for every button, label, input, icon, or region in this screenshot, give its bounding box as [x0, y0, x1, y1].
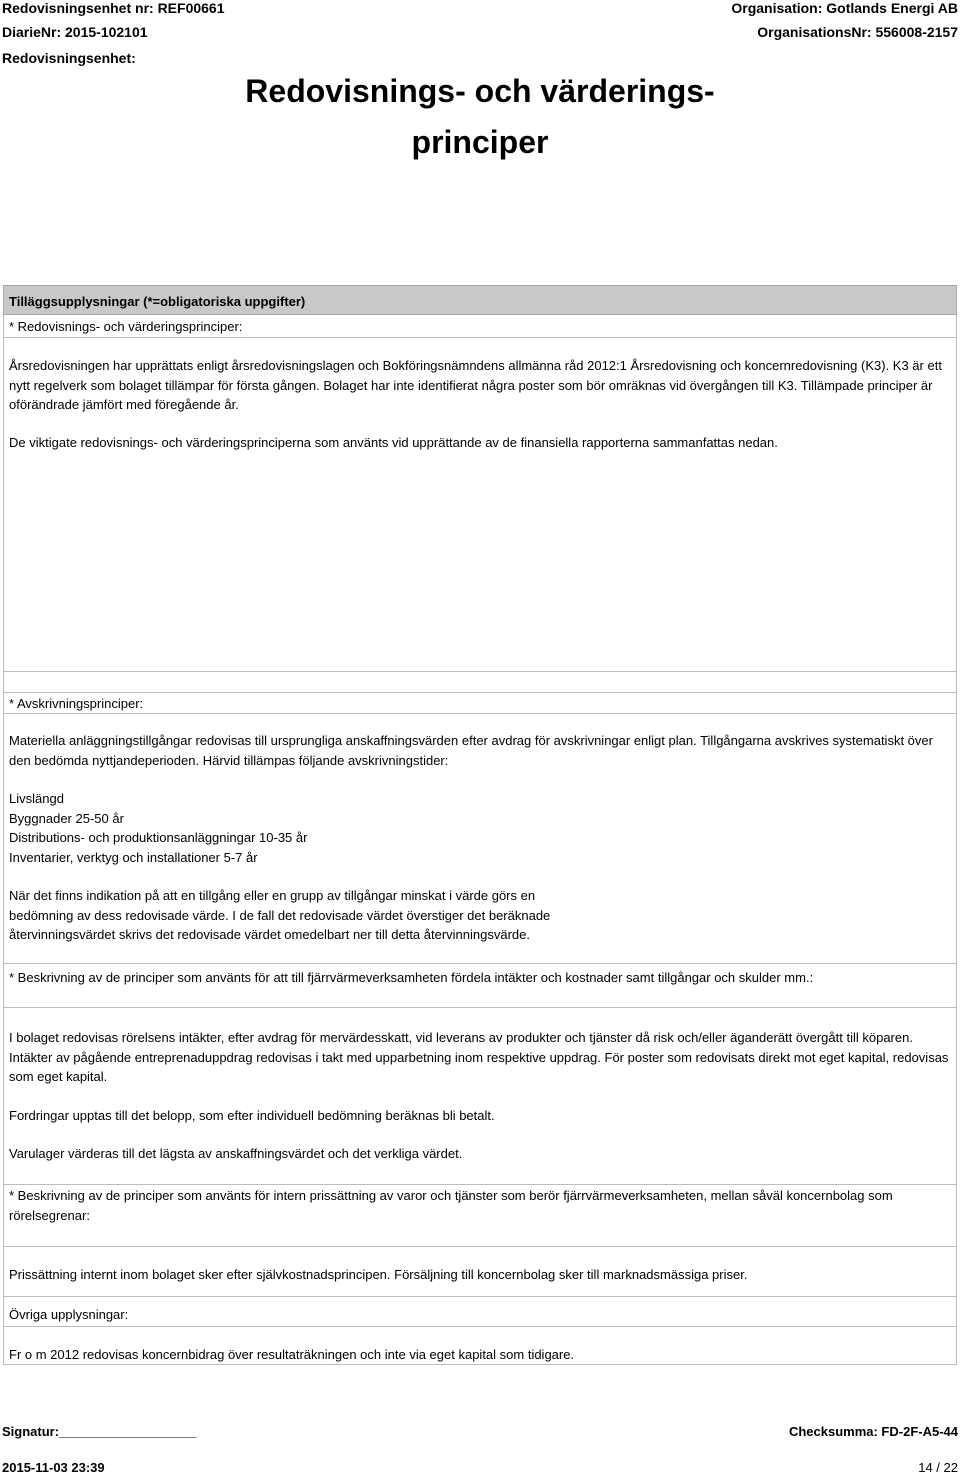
q3-label-row	[3, 964, 957, 1008]
page-number: 14 / 22	[918, 1460, 958, 1475]
unit-label: Redovisningsenhet:	[2, 50, 136, 66]
page-title-line2: principer	[411, 124, 549, 160]
q3-answer-row	[3, 1008, 957, 1185]
q1-answer-row	[3, 338, 957, 672]
organisation: Organisation: Gotlands Energi AB	[731, 0, 958, 16]
q1-paragraph-2: De viktigate redovisnings- och värderingsprinciperna som använts vid upprättande av de finansiella rapporterna sammanfattas nedan.	[9, 434, 778, 450]
q2-answer	[9, 731, 954, 945]
q2-list-title: Livslängd	[9, 791, 64, 806]
timestamp: 2015-11-03 23:39	[2, 1460, 105, 1475]
q2-answer-row	[3, 714, 957, 964]
q4-label: * Beskrivning av de principer som använts för intern prissättning av varor och tjänster som berör fjärrvärmeverksamheten, mellan såväl koncernbolag som rörelsegrenar:	[9, 1188, 893, 1223]
q5-answer-row	[3, 1327, 957, 1365]
q2-paragraph-2-line: bedömning av dess redovisade värde. I de fall det redovisade värdet överstiger det beräknade	[9, 907, 551, 923]
q2-list-item: Distributions- och produktionsanläggningar 10-35 år	[9, 830, 308, 845]
q2-paragraph-2-line: När det finns indikation på att en tillgång eller en grupp av tillgångar minskat i värde görs en	[9, 888, 536, 903]
q4-label-row	[3, 1185, 957, 1247]
q3-paragraph-2: Fordringar upptas till det belopp, som efter individuell bedömning beräknas bli betalt.	[9, 1107, 495, 1123]
q1-label: * Redovisnings- och värderingsprinciper:	[9, 319, 243, 334]
q2-list-item: Inventarier, verktyg och installationer 5-7 år	[9, 849, 258, 865]
q5-label-row	[3, 1297, 957, 1327]
q3-paragraph-3: Varulager värderas till det lägsta av anskaffningsvärdet och det verkliga värdet.	[9, 1146, 463, 1161]
q1-paragraph-1: Årsredovisningen har upprättats enligt årsredovisningslagen och Bokföringsnämndens allmänna råd 2012:1 Årsredovisning och koncernredovisning (K3). K3 är ett nytt regelverk som bolaget tillämpar för första gången. Bolaget har inte identifierat några poster som bör omräknas vid övergången till K3. Tillämpade principer är oförändrade jämfört med föregående år.	[9, 358, 942, 412]
org-number: OrganisationsNr: 556008-2157	[757, 24, 958, 40]
q2-paragraph-2-line: återvinningsvärdet skrivs det redovisade värdet omedelbart ner till detta återvinningsvärde.	[9, 927, 530, 942]
q2-label: * Avskrivningsprinciper:	[9, 696, 144, 711]
q2-label-row	[3, 692, 957, 714]
q1-label-row	[3, 315, 957, 338]
q1-answer	[9, 356, 954, 452]
page-title-line1: Redovisnings- och värderings-	[245, 73, 715, 109]
q5-label: Övriga upplysningar:	[9, 1307, 129, 1322]
q2-list-item: Byggnader 25-50 år	[9, 810, 124, 826]
signature-label: Signatur:___________________	[2, 1424, 197, 1439]
section-heading: Tilläggsupplysningar (*=obligatoriska uppgifter)	[3, 285, 957, 315]
checksum: Checksumma: FD-2F-A5-44	[788, 1424, 958, 1439]
q2-paragraph-1: Materiella anläggningstillgångar redovisas till ursprungliga anskaffningsvärden efter avdrag för avskrivningar enligt plan. Tillgångarna avskrives systematiskt över den bedömda nyttjandeperioden. Härvid tillämpas följande avskrivningstider:	[9, 733, 933, 768]
q4-answer-row	[3, 1247, 957, 1297]
diarie-number: DiarieNr: 2015-102101	[2, 24, 148, 40]
q4-answer: Prissättning internt inom bolaget sker efter självkostnadsprincipen. Försäljning till koncernbolag sker till marknadsmässiga priser.	[9, 1267, 748, 1282]
q3-label: * Beskrivning av de principer som använts för att till fjärrvärmeverksamheten fördela intäkter och kostnader samt tillgångar och skulder mm.:	[9, 970, 814, 985]
q3-answer	[9, 1028, 954, 1164]
spacer-row	[3, 672, 957, 692]
q3-paragraph-1: I bolaget redovisas rörelsens intäkter, efter avdrag för mervärdesskatt, vid leverans av produkter och tjänster då risk och/eller äganderätt övergått till köparen. Intäkter av pågående entreprenaduppdrag redovisas i takt med upparbetning inom respektive uppdrag. För poster som redovisats direkt mot eget kapital, redovisas som eget kapital.	[9, 1030, 949, 1084]
unit-number: Redovisningsenhet nr: REF00661	[2, 0, 225, 16]
q5-answer: Fr o m 2012 redovisas koncernbidrag över resultaträkningen och inte via eget kapital som tidigare.	[9, 1347, 575, 1362]
